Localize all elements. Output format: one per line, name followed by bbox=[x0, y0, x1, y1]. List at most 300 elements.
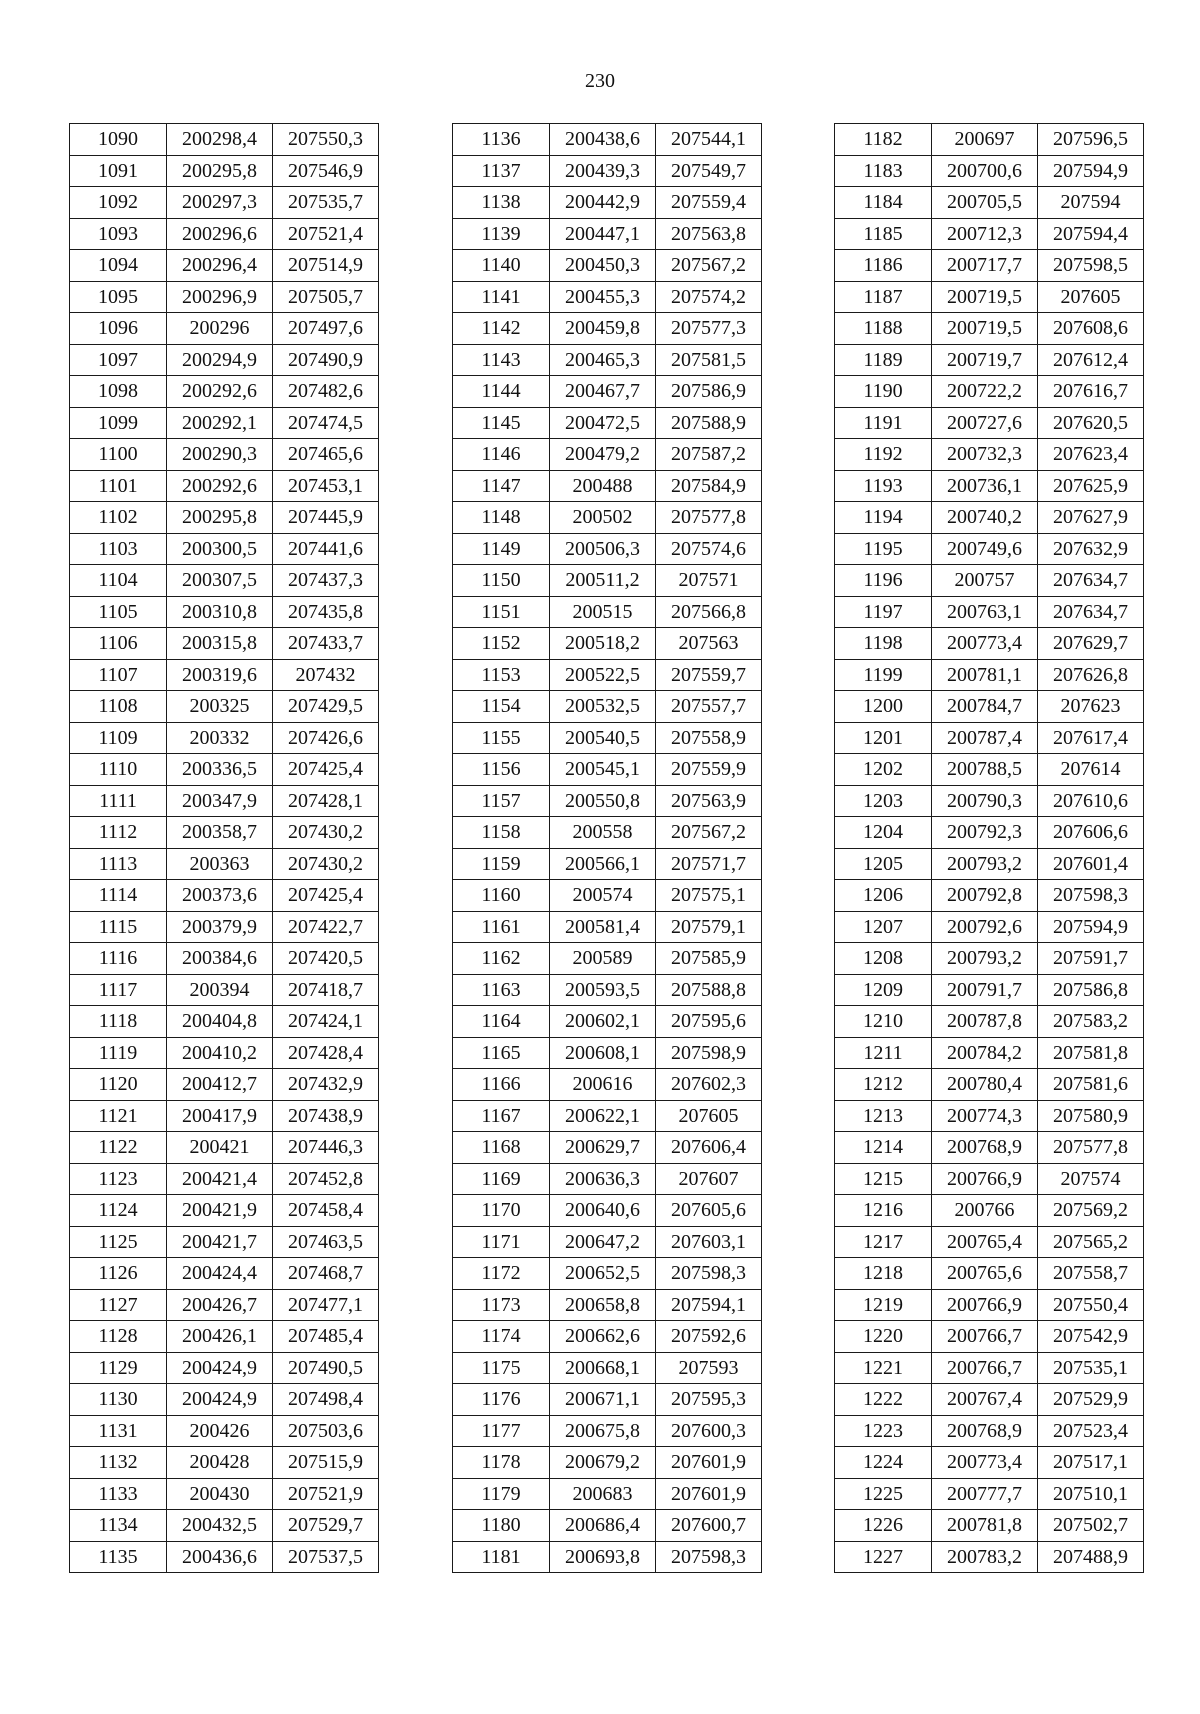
table-row bbox=[835, 1384, 1144, 1416]
table-row bbox=[453, 533, 762, 565]
x-coordinate-cell: 200722,2 bbox=[932, 376, 1038, 408]
y-coordinate-cell: 207485,4 bbox=[273, 1321, 379, 1353]
x-coordinate-cell: 200296,6 bbox=[167, 218, 273, 250]
point-number-cell: 1156 bbox=[453, 754, 550, 786]
x-coordinate-cell: 200550,8 bbox=[550, 785, 656, 817]
table-row bbox=[835, 1541, 1144, 1573]
x-coordinate-cell: 200697 bbox=[932, 124, 1038, 156]
x-coordinate-cell: 200705,5 bbox=[932, 187, 1038, 219]
y-coordinate-cell: 207490,9 bbox=[273, 344, 379, 376]
point-number-cell: 1129 bbox=[70, 1352, 167, 1384]
point-number-cell: 1114 bbox=[70, 880, 167, 912]
point-number-cell: 1176 bbox=[453, 1384, 550, 1416]
y-coordinate-cell: 207581,6 bbox=[1038, 1069, 1144, 1101]
point-number-cell: 1123 bbox=[70, 1163, 167, 1195]
table-row bbox=[835, 1478, 1144, 1510]
y-coordinate-cell: 207505,7 bbox=[273, 281, 379, 313]
x-coordinate-cell: 200622,1 bbox=[550, 1100, 656, 1132]
y-coordinate-cell: 207537,5 bbox=[273, 1541, 379, 1573]
table-row bbox=[70, 1289, 379, 1321]
page-number: 230 bbox=[585, 70, 615, 92]
table-row bbox=[453, 754, 762, 786]
point-number-cell: 1221 bbox=[835, 1352, 932, 1384]
y-coordinate-cell: 207453,1 bbox=[273, 470, 379, 502]
table-row bbox=[70, 565, 379, 597]
y-coordinate-cell: 207425,4 bbox=[273, 880, 379, 912]
x-coordinate-cell: 200629,7 bbox=[550, 1132, 656, 1164]
y-coordinate-cell: 207593 bbox=[656, 1352, 762, 1384]
table-row bbox=[453, 1037, 762, 1069]
table-row bbox=[835, 817, 1144, 849]
point-number-cell: 1190 bbox=[835, 376, 932, 408]
y-coordinate-cell: 207571 bbox=[656, 565, 762, 597]
x-coordinate-cell: 200363 bbox=[167, 848, 273, 880]
point-number-cell: 1222 bbox=[835, 1384, 932, 1416]
y-coordinate-cell: 207549,7 bbox=[656, 155, 762, 187]
table-row bbox=[70, 250, 379, 282]
table-row bbox=[835, 344, 1144, 376]
y-coordinate-cell: 207598,3 bbox=[1038, 880, 1144, 912]
point-number-cell: 1134 bbox=[70, 1510, 167, 1542]
table-row bbox=[453, 502, 762, 534]
point-number-cell: 1141 bbox=[453, 281, 550, 313]
y-coordinate-cell: 207581,8 bbox=[1038, 1037, 1144, 1069]
point-number-cell: 1117 bbox=[70, 974, 167, 1006]
table-row bbox=[70, 187, 379, 219]
table-row bbox=[70, 1478, 379, 1510]
x-coordinate-cell: 200768,9 bbox=[932, 1415, 1038, 1447]
table-row bbox=[453, 1352, 762, 1384]
y-coordinate-cell: 207607 bbox=[656, 1163, 762, 1195]
y-coordinate-cell: 207567,2 bbox=[656, 250, 762, 282]
y-coordinate-cell: 207588,9 bbox=[656, 407, 762, 439]
y-coordinate-cell: 207418,7 bbox=[273, 974, 379, 1006]
point-number-cell: 1209 bbox=[835, 974, 932, 1006]
y-coordinate-cell: 207565,2 bbox=[1038, 1226, 1144, 1258]
y-coordinate-cell: 207542,9 bbox=[1038, 1321, 1144, 1353]
point-number-cell: 1111 bbox=[70, 785, 167, 817]
point-number-cell: 1196 bbox=[835, 565, 932, 597]
table-row bbox=[835, 250, 1144, 282]
y-coordinate-cell: 207586,9 bbox=[656, 376, 762, 408]
x-coordinate-cell: 200436,6 bbox=[167, 1541, 273, 1573]
y-coordinate-cell: 207598,9 bbox=[656, 1037, 762, 1069]
point-number-cell: 1099 bbox=[70, 407, 167, 439]
point-number-cell: 1178 bbox=[453, 1447, 550, 1479]
point-number-cell: 1101 bbox=[70, 470, 167, 502]
x-coordinate-cell: 200295,8 bbox=[167, 155, 273, 187]
x-coordinate-cell: 200430 bbox=[167, 1478, 273, 1510]
x-coordinate-cell: 200793,2 bbox=[932, 943, 1038, 975]
table-row bbox=[70, 470, 379, 502]
table-row bbox=[835, 754, 1144, 786]
table-row bbox=[835, 785, 1144, 817]
x-coordinate-cell: 200310,8 bbox=[167, 596, 273, 628]
x-coordinate-cell: 200616 bbox=[550, 1069, 656, 1101]
point-number-cell: 1220 bbox=[835, 1321, 932, 1353]
y-coordinate-cell: 207465,6 bbox=[273, 439, 379, 471]
point-number-cell: 1110 bbox=[70, 754, 167, 786]
table-row bbox=[835, 722, 1144, 754]
x-coordinate-cell: 200763,1 bbox=[932, 596, 1038, 628]
table-row bbox=[453, 1195, 762, 1227]
point-number-cell: 1148 bbox=[453, 502, 550, 534]
x-coordinate-cell: 200781,8 bbox=[932, 1510, 1038, 1542]
x-coordinate-cell: 200693,8 bbox=[550, 1541, 656, 1573]
point-number-cell: 1136 bbox=[453, 124, 550, 156]
table-row bbox=[835, 407, 1144, 439]
x-coordinate-cell: 200686,4 bbox=[550, 1510, 656, 1542]
table-row bbox=[835, 124, 1144, 156]
table-row bbox=[835, 533, 1144, 565]
point-number-cell: 1097 bbox=[70, 344, 167, 376]
table-row bbox=[70, 691, 379, 723]
point-number-cell: 1108 bbox=[70, 691, 167, 723]
x-coordinate-cell: 200459,8 bbox=[550, 313, 656, 345]
table-row bbox=[453, 1415, 762, 1447]
x-coordinate-cell: 200325 bbox=[167, 691, 273, 723]
point-number-cell: 1091 bbox=[70, 155, 167, 187]
point-number-cell: 1133 bbox=[70, 1478, 167, 1510]
table-row bbox=[70, 1510, 379, 1542]
y-coordinate-cell: 207550,3 bbox=[273, 124, 379, 156]
x-coordinate-cell: 200675,8 bbox=[550, 1415, 656, 1447]
table-row bbox=[453, 124, 762, 156]
y-coordinate-cell: 207625,9 bbox=[1038, 470, 1144, 502]
x-coordinate-cell: 200766,7 bbox=[932, 1321, 1038, 1353]
y-coordinate-cell: 207588,8 bbox=[656, 974, 762, 1006]
point-number-cell: 1188 bbox=[835, 313, 932, 345]
table-row bbox=[70, 628, 379, 660]
x-coordinate-cell: 200792,3 bbox=[932, 817, 1038, 849]
table-row bbox=[835, 155, 1144, 187]
x-coordinate-cell: 200727,6 bbox=[932, 407, 1038, 439]
y-coordinate-cell: 207563,8 bbox=[656, 218, 762, 250]
y-coordinate-cell: 207529,9 bbox=[1038, 1384, 1144, 1416]
point-number-cell: 1194 bbox=[835, 502, 932, 534]
point-number-cell: 1109 bbox=[70, 722, 167, 754]
point-number-cell: 1096 bbox=[70, 313, 167, 345]
table-row bbox=[453, 974, 762, 1006]
table-row bbox=[453, 628, 762, 660]
point-number-cell: 1204 bbox=[835, 817, 932, 849]
table-row bbox=[453, 1478, 762, 1510]
x-coordinate-cell: 200428 bbox=[167, 1447, 273, 1479]
x-coordinate-cell: 200719,5 bbox=[932, 313, 1038, 345]
point-number-cell: 1198 bbox=[835, 628, 932, 660]
y-coordinate-cell: 207583,2 bbox=[1038, 1006, 1144, 1038]
table-row bbox=[70, 313, 379, 345]
x-coordinate-cell: 200421 bbox=[167, 1132, 273, 1164]
point-number-cell: 1206 bbox=[835, 880, 932, 912]
x-coordinate-cell: 200292,6 bbox=[167, 376, 273, 408]
x-coordinate-cell: 200608,1 bbox=[550, 1037, 656, 1069]
y-coordinate-cell: 207426,6 bbox=[273, 722, 379, 754]
x-coordinate-cell: 200640,6 bbox=[550, 1195, 656, 1227]
table-row bbox=[453, 1510, 762, 1542]
y-coordinate-cell: 207563 bbox=[656, 628, 762, 660]
table-row bbox=[70, 1541, 379, 1573]
point-number-cell: 1119 bbox=[70, 1037, 167, 1069]
y-coordinate-cell: 207594 bbox=[1038, 187, 1144, 219]
x-coordinate-cell: 200545,1 bbox=[550, 754, 656, 786]
x-coordinate-cell: 200511,2 bbox=[550, 565, 656, 597]
table-row bbox=[835, 691, 1144, 723]
point-number-cell: 1201 bbox=[835, 722, 932, 754]
table-row bbox=[70, 659, 379, 691]
table-row bbox=[70, 533, 379, 565]
x-coordinate-cell: 200426,1 bbox=[167, 1321, 273, 1353]
x-coordinate-cell: 200522,5 bbox=[550, 659, 656, 691]
table-row bbox=[453, 659, 762, 691]
y-coordinate-cell: 207592,6 bbox=[656, 1321, 762, 1353]
point-number-cell: 1210 bbox=[835, 1006, 932, 1038]
y-coordinate-cell: 207458,4 bbox=[273, 1195, 379, 1227]
table-row bbox=[453, 281, 762, 313]
point-number-cell: 1172 bbox=[453, 1258, 550, 1290]
x-coordinate-cell: 200732,3 bbox=[932, 439, 1038, 471]
point-number-cell: 1095 bbox=[70, 281, 167, 313]
y-coordinate-cell: 207577,8 bbox=[1038, 1132, 1144, 1164]
x-coordinate-cell: 200712,3 bbox=[932, 218, 1038, 250]
y-coordinate-cell: 207428,1 bbox=[273, 785, 379, 817]
table-row bbox=[835, 1510, 1144, 1542]
point-number-cell: 1118 bbox=[70, 1006, 167, 1038]
table-row bbox=[835, 502, 1144, 534]
point-number-cell: 1157 bbox=[453, 785, 550, 817]
y-coordinate-cell: 207559,9 bbox=[656, 754, 762, 786]
point-number-cell: 1185 bbox=[835, 218, 932, 250]
x-coordinate-cell: 200719,7 bbox=[932, 344, 1038, 376]
x-coordinate-cell: 200421,9 bbox=[167, 1195, 273, 1227]
x-coordinate-cell: 200787,4 bbox=[932, 722, 1038, 754]
table-row bbox=[453, 785, 762, 817]
table-row bbox=[70, 1352, 379, 1384]
point-number-cell: 1177 bbox=[453, 1415, 550, 1447]
table-row bbox=[835, 313, 1144, 345]
point-number-cell: 1160 bbox=[453, 880, 550, 912]
x-coordinate-cell: 200307,5 bbox=[167, 565, 273, 597]
table-row bbox=[70, 817, 379, 849]
table-row bbox=[835, 1037, 1144, 1069]
point-number-cell: 1179 bbox=[453, 1478, 550, 1510]
point-number-cell: 1132 bbox=[70, 1447, 167, 1479]
y-coordinate-cell: 207601,9 bbox=[656, 1447, 762, 1479]
point-number-cell: 1102 bbox=[70, 502, 167, 534]
y-coordinate-cell: 207558,9 bbox=[656, 722, 762, 754]
point-number-cell: 1161 bbox=[453, 911, 550, 943]
x-coordinate-cell: 200297,3 bbox=[167, 187, 273, 219]
x-coordinate-cell: 200488 bbox=[550, 470, 656, 502]
table-row bbox=[70, 1006, 379, 1038]
y-coordinate-cell: 207490,5 bbox=[273, 1352, 379, 1384]
y-coordinate-cell: 207591,7 bbox=[1038, 943, 1144, 975]
x-coordinate-cell: 200502 bbox=[550, 502, 656, 534]
point-number-cell: 1093 bbox=[70, 218, 167, 250]
x-coordinate-cell: 200379,9 bbox=[167, 911, 273, 943]
x-coordinate-cell: 200736,1 bbox=[932, 470, 1038, 502]
x-coordinate-cell: 200767,4 bbox=[932, 1384, 1038, 1416]
y-coordinate-cell: 207437,3 bbox=[273, 565, 379, 597]
x-coordinate-cell: 200412,7 bbox=[167, 1069, 273, 1101]
table-row bbox=[70, 1163, 379, 1195]
point-number-cell: 1216 bbox=[835, 1195, 932, 1227]
table-row bbox=[70, 1226, 379, 1258]
table-row bbox=[453, 313, 762, 345]
x-coordinate-cell: 200479,2 bbox=[550, 439, 656, 471]
y-coordinate-cell: 207610,6 bbox=[1038, 785, 1144, 817]
table-row bbox=[835, 1195, 1144, 1227]
table-row bbox=[453, 1132, 762, 1164]
table-row bbox=[453, 943, 762, 975]
table-row bbox=[453, 1258, 762, 1290]
table-row bbox=[835, 1289, 1144, 1321]
y-coordinate-cell: 207580,9 bbox=[1038, 1100, 1144, 1132]
y-coordinate-cell: 207577,3 bbox=[656, 313, 762, 345]
y-coordinate-cell: 207598,5 bbox=[1038, 250, 1144, 282]
table-row bbox=[835, 439, 1144, 471]
point-number-cell: 1165 bbox=[453, 1037, 550, 1069]
y-coordinate-cell: 207432 bbox=[273, 659, 379, 691]
x-coordinate-cell: 200292,1 bbox=[167, 407, 273, 439]
point-number-cell: 1174 bbox=[453, 1321, 550, 1353]
y-coordinate-cell: 207594,4 bbox=[1038, 218, 1144, 250]
x-coordinate-cell: 200683 bbox=[550, 1478, 656, 1510]
table-row bbox=[453, 1384, 762, 1416]
y-coordinate-cell: 207623,4 bbox=[1038, 439, 1144, 471]
point-number-cell: 1090 bbox=[70, 124, 167, 156]
x-coordinate-cell: 200315,8 bbox=[167, 628, 273, 660]
point-number-cell: 1094 bbox=[70, 250, 167, 282]
point-number-cell: 1225 bbox=[835, 1478, 932, 1510]
y-coordinate-cell: 207502,7 bbox=[1038, 1510, 1144, 1542]
x-coordinate-cell: 200290,3 bbox=[167, 439, 273, 471]
point-number-cell: 1127 bbox=[70, 1289, 167, 1321]
x-coordinate-cell: 200336,5 bbox=[167, 754, 273, 786]
table-row bbox=[453, 1541, 762, 1573]
point-number-cell: 1144 bbox=[453, 376, 550, 408]
point-number-cell: 1169 bbox=[453, 1163, 550, 1195]
table-row bbox=[70, 1069, 379, 1101]
point-number-cell: 1211 bbox=[835, 1037, 932, 1069]
x-coordinate-cell: 200581,4 bbox=[550, 911, 656, 943]
table-row bbox=[70, 502, 379, 534]
y-coordinate-cell: 207603,1 bbox=[656, 1226, 762, 1258]
point-number-cell: 1199 bbox=[835, 659, 932, 691]
point-number-cell: 1215 bbox=[835, 1163, 932, 1195]
point-number-cell: 1163 bbox=[453, 974, 550, 1006]
point-number-cell: 1224 bbox=[835, 1447, 932, 1479]
y-coordinate-cell: 207587,2 bbox=[656, 439, 762, 471]
point-number-cell: 1191 bbox=[835, 407, 932, 439]
x-coordinate-cell: 200790,3 bbox=[932, 785, 1038, 817]
point-number-cell: 1138 bbox=[453, 187, 550, 219]
y-coordinate-cell: 207586,8 bbox=[1038, 974, 1144, 1006]
table-row bbox=[835, 848, 1144, 880]
table-row bbox=[70, 974, 379, 1006]
x-coordinate-cell: 200319,6 bbox=[167, 659, 273, 691]
x-coordinate-cell: 200515 bbox=[550, 596, 656, 628]
point-number-cell: 1227 bbox=[835, 1541, 932, 1573]
point-number-cell: 1175 bbox=[453, 1352, 550, 1384]
x-coordinate-cell: 200792,6 bbox=[932, 911, 1038, 943]
point-number-cell: 1159 bbox=[453, 848, 550, 880]
x-coordinate-cell: 200404,8 bbox=[167, 1006, 273, 1038]
point-number-cell: 1126 bbox=[70, 1258, 167, 1290]
x-coordinate-cell: 200455,3 bbox=[550, 281, 656, 313]
table-row bbox=[835, 1352, 1144, 1384]
y-coordinate-cell: 207441,6 bbox=[273, 533, 379, 565]
y-coordinate-cell: 207601,4 bbox=[1038, 848, 1144, 880]
table-row bbox=[70, 155, 379, 187]
x-coordinate-cell: 200671,1 bbox=[550, 1384, 656, 1416]
x-coordinate-cell: 200467,7 bbox=[550, 376, 656, 408]
x-coordinate-cell: 200421,7 bbox=[167, 1226, 273, 1258]
coordinate-table-3 bbox=[834, 123, 1144, 1573]
point-number-cell: 1147 bbox=[453, 470, 550, 502]
table-row bbox=[70, 124, 379, 156]
table-row bbox=[70, 785, 379, 817]
y-coordinate-cell: 207602,3 bbox=[656, 1069, 762, 1101]
x-coordinate-cell: 200766 bbox=[932, 1195, 1038, 1227]
y-coordinate-cell: 207559,7 bbox=[656, 659, 762, 691]
table-row bbox=[70, 1321, 379, 1353]
y-coordinate-cell: 207488,9 bbox=[1038, 1541, 1144, 1573]
y-coordinate-cell: 207608,6 bbox=[1038, 313, 1144, 345]
y-coordinate-cell: 207425,4 bbox=[273, 754, 379, 786]
y-coordinate-cell: 207623 bbox=[1038, 691, 1144, 723]
point-number-cell: 1143 bbox=[453, 344, 550, 376]
y-coordinate-cell: 207595,3 bbox=[656, 1384, 762, 1416]
x-coordinate-cell: 200757 bbox=[932, 565, 1038, 597]
x-coordinate-cell: 200700,6 bbox=[932, 155, 1038, 187]
table-row bbox=[70, 407, 379, 439]
y-coordinate-cell: 207606,6 bbox=[1038, 817, 1144, 849]
table-row bbox=[70, 943, 379, 975]
table-row bbox=[835, 1006, 1144, 1038]
point-number-cell: 1131 bbox=[70, 1415, 167, 1447]
x-coordinate-cell: 200717,7 bbox=[932, 250, 1038, 282]
y-coordinate-cell: 207438,9 bbox=[273, 1100, 379, 1132]
x-coordinate-cell: 200658,8 bbox=[550, 1289, 656, 1321]
table-row bbox=[453, 1006, 762, 1038]
table-row bbox=[835, 376, 1144, 408]
table-row bbox=[835, 1069, 1144, 1101]
y-coordinate-cell: 207535,1 bbox=[1038, 1352, 1144, 1384]
x-coordinate-cell: 200784,7 bbox=[932, 691, 1038, 723]
y-coordinate-cell: 207626,8 bbox=[1038, 659, 1144, 691]
y-coordinate-cell: 207620,5 bbox=[1038, 407, 1144, 439]
table-row bbox=[70, 1195, 379, 1227]
table-row bbox=[70, 722, 379, 754]
point-number-cell: 1162 bbox=[453, 943, 550, 975]
y-coordinate-cell: 207594,9 bbox=[1038, 911, 1144, 943]
y-coordinate-cell: 207521,9 bbox=[273, 1478, 379, 1510]
point-number-cell: 1155 bbox=[453, 722, 550, 754]
y-coordinate-cell: 207474,5 bbox=[273, 407, 379, 439]
y-coordinate-cell: 207606,4 bbox=[656, 1132, 762, 1164]
table-row bbox=[835, 1321, 1144, 1353]
point-number-cell: 1122 bbox=[70, 1132, 167, 1164]
x-coordinate-cell: 200765,4 bbox=[932, 1226, 1038, 1258]
y-coordinate-cell: 207569,2 bbox=[1038, 1195, 1144, 1227]
x-coordinate-cell: 200294,9 bbox=[167, 344, 273, 376]
x-coordinate-cell: 200788,5 bbox=[932, 754, 1038, 786]
point-number-cell: 1195 bbox=[835, 533, 932, 565]
table-row bbox=[835, 1415, 1144, 1447]
point-number-cell: 1218 bbox=[835, 1258, 932, 1290]
x-coordinate-cell: 200777,7 bbox=[932, 1478, 1038, 1510]
